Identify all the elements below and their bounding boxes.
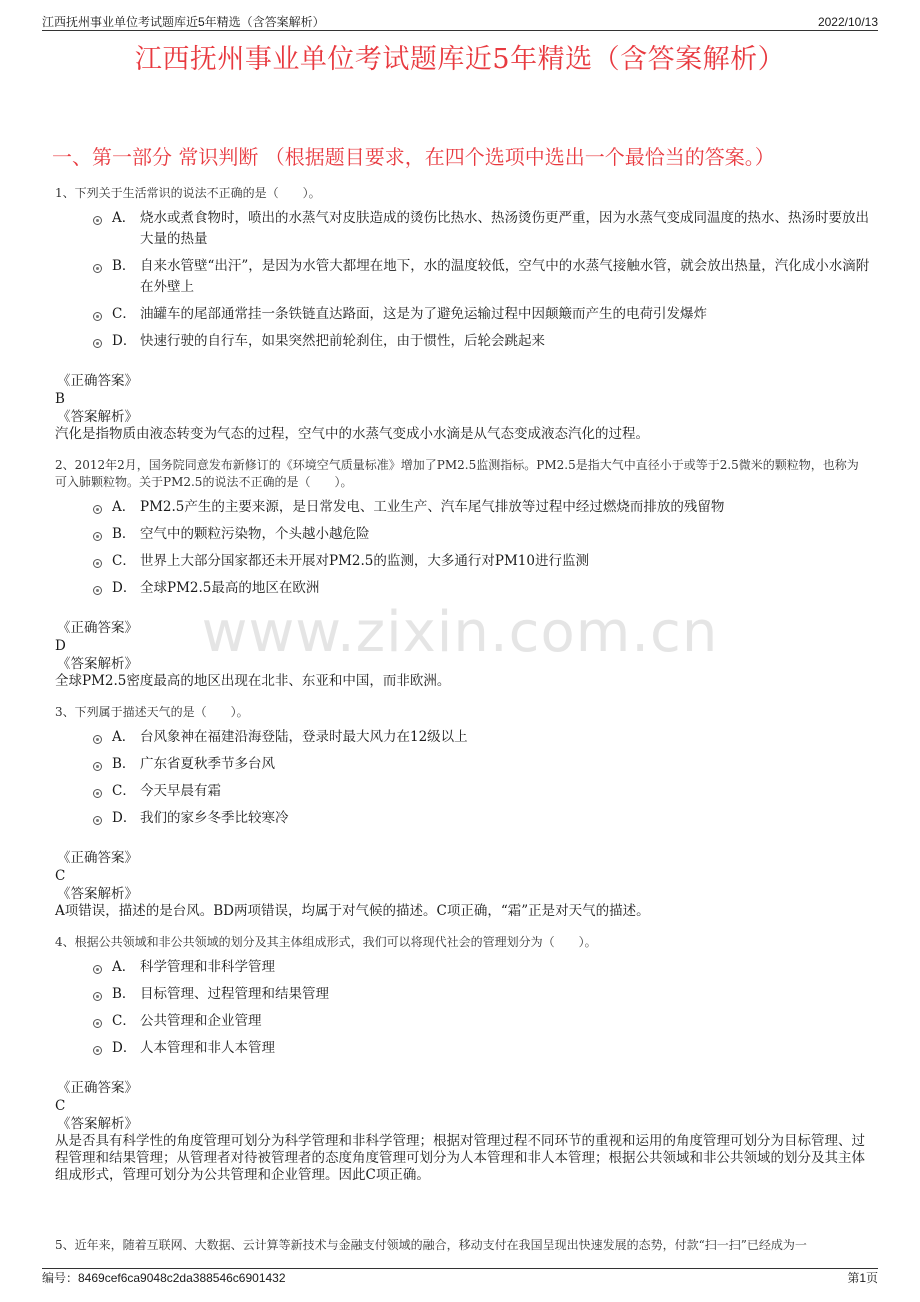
answer-label: 《正确答案》 [57, 620, 138, 636]
option-d[interactable] [55, 578, 870, 599]
option-text: 目标管理、过程管理和结果管理 [140, 986, 329, 1002]
question-stem: 2、2012年2月，国务院同意发布新修订的《环境空气质量标准》增加了PM2.5监测指标。PM2.5是指大气中直径小于或等于2.5微米的颗粒物，也称为可入肺颗粒物。关于PM2.5的说法不正确的是（ ）。 [55, 458, 859, 489]
option-letter: D． [112, 810, 137, 826]
answer-block [55, 849, 870, 920]
option-list [55, 497, 870, 599]
option-letter: D． [112, 333, 137, 349]
explanation-text: A项错误，描述的是台风。BD两项错误，均属于对气候的描述。C项正确，“霜”正是对天气的描述。 [55, 903, 650, 919]
option-letter: B． [112, 756, 136, 772]
explanation-label: 《答案解析》 [57, 656, 138, 672]
option-b[interactable] [55, 256, 870, 298]
question-5-stem: 5、近年来，随着互联网、大数据、云计算等新技术与金融支付领域的融合，移动支付在我国呈现出快速发展的态势，付款“扫一扫”已经成为一 [55, 1238, 807, 1252]
option-text: 自来水管壁“出汗”，是因为水管大都埋在地下，水的温度较低，空气中的水蒸气接触水管，就会放出热量，汽化成小水滴附在外壁上 [140, 258, 870, 295]
option-c[interactable] [55, 1011, 870, 1032]
answer-value: B [55, 391, 65, 407]
footer-doc-code: 编号：8469cef6ca9048c2da388546c6901432 [42, 1271, 286, 1285]
option-text: 全球PM2.5最高的地区在欧洲 [140, 580, 320, 596]
radio-icon[interactable] [93, 264, 102, 273]
option-b[interactable] [55, 524, 870, 545]
watermark: www.zixin.com.cn [201, 600, 719, 665]
option-letter: C． [112, 306, 136, 322]
radio-icon[interactable] [93, 586, 102, 595]
answer-block [55, 619, 870, 690]
radio-icon[interactable] [93, 816, 102, 825]
radio-icon[interactable] [93, 559, 102, 568]
option-list [55, 727, 870, 829]
option-text: 人本管理和非人本管理 [140, 1040, 275, 1056]
question-2 [55, 457, 870, 690]
option-text: 快速行驶的自行车，如果突然把前轮刹住，由于惯性，后轮会跳起来 [140, 333, 545, 349]
radio-icon[interactable] [93, 965, 102, 974]
radio-icon[interactable] [93, 992, 102, 1001]
option-letter: B． [112, 986, 136, 1002]
radio-icon[interactable] [93, 532, 102, 541]
option-text: 世界上大部分国家都还未开展对PM2.5的监测，大多通行对PM10进行监测 [140, 553, 589, 569]
option-letter: D． [112, 1040, 137, 1056]
explanation-text: 从是否具有科学性的角度管理可划分为科学管理和非科学管理；根据对管理过程不同环节的重视和运用的角度管理可划分为目标管理、过程管理和结果管理；从管理者对待被管理者的态度角度管理可划分为人本管理和非人本管理；根据公共领域和非公共领域的划分及其主体组成形式，管理可划分为公共管理和企业管理。因此C项正确。 [55, 1133, 865, 1183]
option-d[interactable] [55, 808, 870, 829]
option-list [55, 957, 870, 1059]
option-text: 油罐车的尾部通常挂一条铁链直达路面，这是为了避免运输过程中因颠簸而产生的电荷引发爆炸 [140, 306, 707, 322]
document-title: 江西抚州事业单位考试题库近5年精选（含答案解析） [134, 44, 786, 75]
explanation-label: 《答案解析》 [57, 409, 138, 425]
radio-icon[interactable] [93, 339, 102, 348]
option-b[interactable] [55, 754, 870, 775]
option-c[interactable] [55, 781, 870, 802]
answer-block [55, 1079, 870, 1184]
option-text: 科学管理和非科学管理 [140, 959, 275, 975]
option-text: 空气中的颗粒污染物，个头越小越危险 [140, 526, 370, 542]
radio-icon[interactable] [93, 216, 102, 225]
option-text: PM2.5产生的主要来源，是日常发电、工业生产、汽车尾气排放等过程中经过燃烧而排放的残留物 [140, 499, 725, 515]
radio-icon[interactable] [93, 762, 102, 771]
option-d[interactable] [55, 331, 870, 352]
explanation-text: 汽化是指物质由液态转变为气态的过程，空气中的水蒸气变成小水滴是从气态变成液态汽化的过程。 [55, 426, 649, 442]
answer-value: D [55, 638, 66, 654]
option-letter: B． [112, 526, 136, 542]
question-list [55, 185, 870, 1198]
option-text: 我们的家乡冬季比较寒冷 [140, 810, 289, 826]
option-a[interactable] [55, 957, 870, 978]
option-b[interactable] [55, 984, 870, 1005]
option-a[interactable] [55, 208, 870, 250]
radio-icon[interactable] [93, 735, 102, 744]
option-a[interactable] [55, 727, 870, 748]
option-letter: D． [112, 580, 137, 596]
question-4 [55, 934, 870, 1184]
option-a[interactable] [55, 497, 870, 518]
option-letter: C． [112, 783, 136, 799]
section-title: 一、第一部分 常识判断 （根据题目要求，在四个选项中选出一个最恰当的答案。） [52, 145, 775, 169]
option-d[interactable] [55, 1038, 870, 1059]
answer-label: 《正确答案》 [57, 850, 138, 866]
radio-icon[interactable] [93, 789, 102, 798]
explanation-label: 《答案解析》 [57, 1116, 138, 1132]
answer-label: 《正确答案》 [57, 373, 138, 389]
radio-icon[interactable] [93, 1046, 102, 1055]
page-footer [42, 1268, 878, 1289]
answer-value: C [55, 868, 66, 884]
question-stem: 3、下列属于描述天气的是（ ）。 [55, 705, 249, 719]
option-letter: C． [112, 1013, 136, 1029]
question-1 [55, 185, 870, 443]
option-letter: A． [112, 499, 136, 515]
radio-icon[interactable] [93, 1019, 102, 1028]
answer-block [55, 372, 870, 443]
option-text: 台风象神在福建沿海登陆，登录时最大风力在12级以上 [140, 729, 468, 745]
explanation-label: 《答案解析》 [57, 886, 138, 902]
header-date: 2022/10/13 [817, 15, 878, 29]
option-list [55, 208, 870, 352]
option-letter: A． [112, 210, 136, 226]
option-text: 烧水或煮食物时，喷出的水蒸气对皮肤造成的烫伤比热水、热汤烫伤更严重，因为水蒸气变成同温度的热水、热汤时要放出大量的热量 [140, 210, 869, 247]
footer-page-number: 第1页 [847, 1271, 878, 1285]
option-c[interactable] [55, 551, 870, 572]
option-letter: A． [112, 729, 136, 745]
option-text: 广东省夏秋季节多台风 [140, 756, 275, 772]
question-stem: 1、下列关于生活常识的说法不正确的是（ ）。 [55, 186, 321, 200]
answer-label: 《正确答案》 [57, 1080, 138, 1096]
answer-value: C [55, 1098, 66, 1114]
option-c[interactable] [55, 304, 870, 325]
question-3 [55, 704, 870, 920]
option-letter: C． [112, 553, 136, 569]
question-stem: 4、根据公共领域和非公共领域的划分及其主体组成形式，我们可以将现代社会的管理划分为（ ）。 [55, 935, 597, 949]
option-text: 公共管理和企业管理 [140, 1013, 262, 1029]
option-letter: B． [112, 258, 136, 274]
header-doc-title: 江西抚州事业单位考试题库近5年精选（含答案解析） [42, 15, 325, 29]
option-text: 今天早晨有霜 [140, 783, 221, 799]
explanation-text: 全球PM2.5密度最高的地区出现在北非、东亚和中国，而非欧洲。 [55, 673, 451, 689]
page-header [42, 12, 878, 31]
radio-icon[interactable] [93, 505, 102, 514]
option-letter: A． [112, 959, 136, 975]
radio-icon[interactable] [93, 312, 102, 321]
